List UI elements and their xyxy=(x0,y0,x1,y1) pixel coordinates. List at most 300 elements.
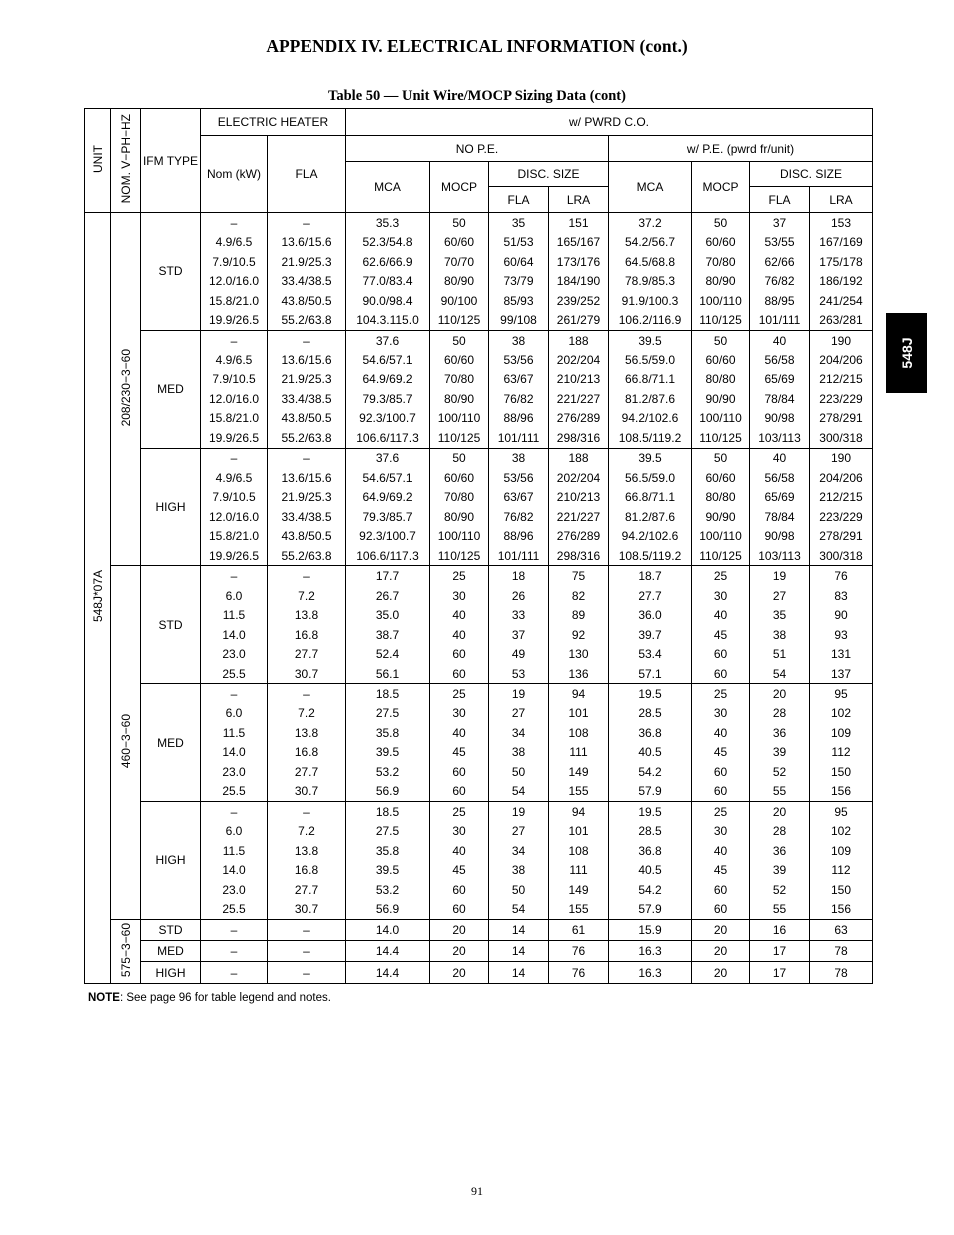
table-row xyxy=(85,232,873,251)
data-cell: 45 xyxy=(692,625,750,644)
data-cell: – xyxy=(201,213,268,233)
data-cell: 53 xyxy=(489,664,549,684)
data-cell: 88/96 xyxy=(489,527,549,546)
data-cell: 26 xyxy=(489,586,549,605)
data-cell: 20 xyxy=(692,962,750,983)
data-cell: 110/125 xyxy=(430,428,489,448)
data-cell: 25.5 xyxy=(201,664,268,684)
data-cell: 110/125 xyxy=(430,546,489,566)
data-cell: 37.2 xyxy=(609,213,692,233)
data-cell: 7.2 xyxy=(268,586,346,605)
data-cell: 88/95 xyxy=(750,291,810,310)
data-cell: 50 xyxy=(692,448,750,468)
table-title: Table 50 — Unit Wire/MOCP Sizing Data (cont) xyxy=(328,88,626,104)
data-cell: 38 xyxy=(489,743,549,762)
data-cell: 100/110 xyxy=(692,291,750,310)
voltage-cell: 460−3−60 xyxy=(111,566,141,919)
data-cell: 63/67 xyxy=(489,370,549,389)
table-row xyxy=(85,704,873,723)
data-cell: 85/93 xyxy=(489,291,549,310)
data-cell: 90 xyxy=(810,605,873,624)
table-row xyxy=(85,291,873,310)
data-cell: 80/90 xyxy=(430,507,489,526)
data-cell: 103/113 xyxy=(750,428,810,448)
data-cell: 35.3 xyxy=(346,213,430,233)
data-cell: – xyxy=(201,802,268,822)
data-cell: 35 xyxy=(750,605,810,624)
data-cell: 108 xyxy=(549,723,609,742)
data-cell: 60 xyxy=(430,664,489,684)
data-cell: 90/100 xyxy=(430,291,489,310)
data-cell: 190 xyxy=(810,330,873,350)
table-row xyxy=(85,743,873,762)
data-cell: – xyxy=(268,941,346,962)
data-cell: 63/67 xyxy=(489,488,549,507)
ifm-type-cell: HIGH xyxy=(141,962,201,983)
data-cell: 4.9/6.5 xyxy=(201,232,268,251)
data-cell: 19.5 xyxy=(609,684,692,704)
section-tab xyxy=(886,313,927,393)
data-cell: 78 xyxy=(810,941,873,962)
data-cell: 19.9/26.5 xyxy=(201,546,268,566)
data-cell: 300/318 xyxy=(810,428,873,448)
data-cell: 56.1 xyxy=(346,664,430,684)
data-cell: 50 xyxy=(430,213,489,233)
data-cell: 39 xyxy=(750,743,810,762)
data-cell: 276/289 xyxy=(549,527,609,546)
data-cell: 60/60 xyxy=(430,350,489,369)
table-row xyxy=(85,941,873,962)
data-cell: 43.8/50.5 xyxy=(268,409,346,428)
data-cell: 60/64 xyxy=(489,252,549,271)
table-row xyxy=(85,822,873,841)
data-cell: 33.4/38.5 xyxy=(268,389,346,408)
data-cell: 50 xyxy=(692,213,750,233)
data-cell: 37.6 xyxy=(346,330,430,350)
data-cell: 19 xyxy=(750,566,810,586)
data-cell: 30 xyxy=(430,822,489,841)
data-cell: 78 xyxy=(810,962,873,983)
data-cell: 60/60 xyxy=(430,232,489,251)
data-cell: 278/291 xyxy=(810,527,873,546)
unit-cell: 548J*07A xyxy=(85,213,111,984)
data-cell: 112 xyxy=(810,743,873,762)
page-number: 91 xyxy=(471,1184,483,1198)
data-cell: 60/60 xyxy=(692,468,750,487)
data-cell: 14 xyxy=(489,962,549,983)
data-cell: 106.6/117.3 xyxy=(346,428,430,448)
data-cell: 16.8 xyxy=(268,743,346,762)
data-cell: 137 xyxy=(810,664,873,684)
data-cell: 101 xyxy=(549,822,609,841)
data-cell: 73/79 xyxy=(489,271,549,290)
header-mca: MCA xyxy=(346,162,430,213)
data-cell: 17 xyxy=(750,962,810,983)
data-cell: 4.9/6.5 xyxy=(201,468,268,487)
data-cell: 25 xyxy=(430,802,489,822)
data-cell: 104.3.115.0 xyxy=(346,310,430,330)
table-row xyxy=(85,644,873,663)
data-cell: 50 xyxy=(692,330,750,350)
data-cell: 76 xyxy=(549,962,609,983)
data-cell: 23.0 xyxy=(201,644,268,663)
note-label: NOTE xyxy=(88,992,120,1004)
ifm-type-cell: HIGH xyxy=(141,802,201,920)
data-cell: 60 xyxy=(692,762,750,781)
data-cell: 56/58 xyxy=(750,350,810,369)
data-cell: 40 xyxy=(430,841,489,860)
data-cell: 55 xyxy=(750,899,810,919)
data-cell: 241/254 xyxy=(810,291,873,310)
ifm-type-cell: HIGH xyxy=(141,448,201,566)
data-cell: 66.8/71.1 xyxy=(609,370,692,389)
data-cell: 21.9/25.3 xyxy=(268,252,346,271)
table-row xyxy=(85,664,873,684)
table-row xyxy=(85,782,873,802)
data-cell: 12.0/16.0 xyxy=(201,507,268,526)
data-cell: 50 xyxy=(489,762,549,781)
data-cell: 21.9/25.3 xyxy=(268,370,346,389)
table-row xyxy=(85,841,873,860)
data-cell: 78/84 xyxy=(750,389,810,408)
table-row xyxy=(85,625,873,644)
data-cell: 27 xyxy=(489,704,549,723)
header-mca-pe: MCA xyxy=(609,162,692,213)
data-cell: 13.6/15.6 xyxy=(268,232,346,251)
data-cell: 37 xyxy=(750,213,810,233)
data-cell: 60 xyxy=(430,782,489,802)
data-cell: 25 xyxy=(430,684,489,704)
data-cell: 40 xyxy=(692,605,750,624)
data-cell: 101/111 xyxy=(489,428,549,448)
data-cell: 90/90 xyxy=(692,389,750,408)
table-note xyxy=(88,992,331,1004)
data-cell: 45 xyxy=(692,860,750,879)
data-cell: 16.3 xyxy=(609,962,692,983)
data-cell: 36 xyxy=(750,841,810,860)
data-cell: 298/316 xyxy=(549,546,609,566)
table-row xyxy=(85,507,873,526)
data-cell: 28 xyxy=(750,822,810,841)
data-cell: – xyxy=(268,448,346,468)
table-row xyxy=(85,330,873,350)
header-disc-lra-pe: LRA xyxy=(810,187,873,213)
data-cell: 76/82 xyxy=(489,389,549,408)
data-cell: 28.5 xyxy=(609,704,692,723)
data-cell: – xyxy=(268,919,346,940)
data-cell: – xyxy=(201,919,268,940)
header-ifm-type: IFM TYPE xyxy=(141,109,201,213)
data-cell: 20 xyxy=(692,919,750,940)
data-cell: 55.2/63.8 xyxy=(268,428,346,448)
data-cell: 90/98 xyxy=(750,409,810,428)
data-cell: – xyxy=(201,330,268,350)
data-cell: 16.8 xyxy=(268,625,346,644)
table-row xyxy=(85,860,873,879)
data-cell: 88/96 xyxy=(489,409,549,428)
data-cell: 16.8 xyxy=(268,860,346,879)
data-cell: 94 xyxy=(549,684,609,704)
data-cell: 57.1 xyxy=(609,664,692,684)
data-cell: 39.5 xyxy=(609,330,692,350)
data-cell: 52 xyxy=(750,762,810,781)
data-cell: 110/125 xyxy=(692,428,750,448)
data-cell: 56/58 xyxy=(750,468,810,487)
data-cell: 20 xyxy=(430,941,489,962)
header-heater-fla: FLA xyxy=(268,136,346,213)
data-cell: 39 xyxy=(750,860,810,879)
data-cell: 57.9 xyxy=(609,782,692,802)
data-cell: 25 xyxy=(692,802,750,822)
data-cell: 75 xyxy=(549,566,609,586)
data-cell: 76/82 xyxy=(750,271,810,290)
data-cell: 40 xyxy=(430,605,489,624)
data-cell: 27.7 xyxy=(268,644,346,663)
data-cell: 210/213 xyxy=(549,370,609,389)
data-cell: 79.3/85.7 xyxy=(346,507,430,526)
data-cell: 64.9/69.2 xyxy=(346,370,430,389)
data-cell: 223/229 xyxy=(810,507,873,526)
data-cell: 80/90 xyxy=(430,389,489,408)
data-cell: 13.6/15.6 xyxy=(268,468,346,487)
data-cell: 7.9/10.5 xyxy=(201,370,268,389)
data-cell: 37.6 xyxy=(346,448,430,468)
data-cell: 62/66 xyxy=(750,252,810,271)
data-cell: 38 xyxy=(489,860,549,879)
data-cell: 60 xyxy=(692,664,750,684)
data-cell: 101/111 xyxy=(750,310,810,330)
ifm-type-cell: MED xyxy=(141,684,201,802)
data-cell: 20 xyxy=(430,962,489,983)
data-cell: 40 xyxy=(430,625,489,644)
data-cell: – xyxy=(201,941,268,962)
data-cell: 188 xyxy=(549,330,609,350)
table-row xyxy=(85,389,873,408)
data-cell: 33.4/38.5 xyxy=(268,271,346,290)
data-cell: 14.0 xyxy=(346,919,430,940)
data-cell: 30 xyxy=(692,704,750,723)
data-cell: 77.0/83.4 xyxy=(346,271,430,290)
data-cell: 36 xyxy=(750,723,810,742)
data-cell: 16 xyxy=(750,919,810,940)
data-cell: 30.7 xyxy=(268,782,346,802)
table-row xyxy=(85,527,873,546)
header-disc-size: DISC. SIZE xyxy=(489,162,609,187)
data-cell: 11.5 xyxy=(201,605,268,624)
data-cell: 65/69 xyxy=(750,488,810,507)
data-cell: 40 xyxy=(750,448,810,468)
header-disc-fla: FLA xyxy=(489,187,549,213)
data-cell: 30 xyxy=(692,586,750,605)
data-cell: 60 xyxy=(692,644,750,663)
data-cell: 13.8 xyxy=(268,841,346,860)
data-cell: 83 xyxy=(810,586,873,605)
data-cell: 13.8 xyxy=(268,723,346,742)
data-cell: 20 xyxy=(430,919,489,940)
data-cell: 13.8 xyxy=(268,605,346,624)
data-cell: 34 xyxy=(489,723,549,742)
data-cell: 55.2/63.8 xyxy=(268,546,346,566)
table-row xyxy=(85,252,873,271)
data-cell: 40 xyxy=(692,841,750,860)
voltage-cell: 575−3−60 xyxy=(111,919,141,983)
data-cell: 89 xyxy=(549,605,609,624)
data-cell: 202/204 xyxy=(549,350,609,369)
data-cell: 52.3/54.8 xyxy=(346,232,430,251)
data-cell: 20 xyxy=(750,802,810,822)
data-cell: 15.9 xyxy=(609,919,692,940)
table-row xyxy=(85,723,873,742)
data-cell: 40 xyxy=(430,723,489,742)
data-cell: 60 xyxy=(692,782,750,802)
data-cell: 51/53 xyxy=(489,232,549,251)
data-cell: 45 xyxy=(692,743,750,762)
data-cell: 80/90 xyxy=(692,271,750,290)
data-cell: 80/80 xyxy=(692,370,750,389)
data-cell: 108 xyxy=(549,841,609,860)
data-cell: 151 xyxy=(549,213,609,233)
data-cell: 39.7 xyxy=(609,625,692,644)
data-cell: – xyxy=(201,448,268,468)
data-cell: 94 xyxy=(549,802,609,822)
data-cell: 95 xyxy=(810,802,873,822)
data-cell: 27 xyxy=(750,586,810,605)
data-cell: 184/190 xyxy=(549,271,609,290)
data-cell: 23.0 xyxy=(201,880,268,899)
data-cell: 39.5 xyxy=(346,860,430,879)
data-cell: 78/84 xyxy=(750,507,810,526)
data-cell: 43.8/50.5 xyxy=(268,291,346,310)
data-cell: 11.5 xyxy=(201,723,268,742)
data-cell: – xyxy=(268,330,346,350)
data-cell: 40 xyxy=(750,330,810,350)
data-cell: 51 xyxy=(750,644,810,663)
data-cell: 82 xyxy=(549,586,609,605)
data-cell: 50 xyxy=(430,448,489,468)
data-cell: 52 xyxy=(750,880,810,899)
data-cell: 14.0 xyxy=(201,860,268,879)
data-cell: 54.6/57.1 xyxy=(346,350,430,369)
data-cell: 64.9/69.2 xyxy=(346,488,430,507)
data-cell: 6.0 xyxy=(201,704,268,723)
data-cell: 7.9/10.5 xyxy=(201,252,268,271)
data-cell: 54.2 xyxy=(609,880,692,899)
table-row xyxy=(85,684,873,704)
data-cell: 33.4/38.5 xyxy=(268,507,346,526)
data-cell: 60 xyxy=(430,644,489,663)
wire-sizing-table xyxy=(84,108,873,984)
header-unit: UNIT xyxy=(85,109,111,213)
data-cell: 60 xyxy=(692,880,750,899)
data-cell: 37 xyxy=(489,625,549,644)
data-cell: 100/110 xyxy=(692,409,750,428)
data-cell: 53.4 xyxy=(609,644,692,663)
data-cell: 92.3/100.7 xyxy=(346,527,430,546)
data-cell: 70/70 xyxy=(430,252,489,271)
data-cell: 111 xyxy=(549,860,609,879)
data-cell: 34 xyxy=(489,841,549,860)
data-cell: 45 xyxy=(430,860,489,879)
data-cell: 60/60 xyxy=(692,350,750,369)
table-row xyxy=(85,488,873,507)
data-cell: 30.7 xyxy=(268,899,346,919)
data-cell: 106.6/117.3 xyxy=(346,546,430,566)
data-cell: 150 xyxy=(810,880,873,899)
data-cell: 66.8/71.1 xyxy=(609,488,692,507)
data-cell: 90/98 xyxy=(750,527,810,546)
header-pwrd-co: w/ PWRD C.O. xyxy=(346,109,873,136)
data-cell: 80/80 xyxy=(692,488,750,507)
note-text: : See page 96 for table legend and notes. xyxy=(119,992,331,1004)
data-cell: 25 xyxy=(692,684,750,704)
data-cell: 131 xyxy=(810,644,873,663)
table-body xyxy=(85,213,873,984)
data-cell: 188 xyxy=(549,448,609,468)
data-cell: 210/213 xyxy=(549,488,609,507)
data-cell: 100/110 xyxy=(430,409,489,428)
ifm-type-cell: MED xyxy=(141,330,201,448)
header-electric-heater: ELECTRIC HEATER xyxy=(201,109,346,136)
data-cell: 165/167 xyxy=(549,232,609,251)
data-cell: 7.2 xyxy=(268,704,346,723)
data-cell: 54 xyxy=(750,664,810,684)
data-cell: 175/178 xyxy=(810,252,873,271)
header-mocp: MOCP xyxy=(430,162,489,213)
data-cell: 27.5 xyxy=(346,704,430,723)
data-cell: 76 xyxy=(549,941,609,962)
data-cell: 18.5 xyxy=(346,684,430,704)
header-nom-voltage: NOM. V−PH−HZ xyxy=(111,109,141,213)
data-cell: – xyxy=(268,962,346,983)
data-cell: 110/125 xyxy=(692,546,750,566)
data-cell: 95 xyxy=(810,684,873,704)
data-cell: 27.5 xyxy=(346,822,430,841)
data-cell: 35 xyxy=(489,213,549,233)
table-row xyxy=(85,962,873,983)
data-cell: 4.9/6.5 xyxy=(201,350,268,369)
data-cell: 62.6/66.9 xyxy=(346,252,430,271)
data-cell: 25.5 xyxy=(201,782,268,802)
table-row xyxy=(85,271,873,290)
data-cell: 90.0/98.4 xyxy=(346,291,430,310)
data-cell: 70/80 xyxy=(430,488,489,507)
data-cell: 150 xyxy=(810,762,873,781)
data-cell: 81.2/87.6 xyxy=(609,507,692,526)
page-title: APPENDIX IV. ELECTRICAL INFORMATION (cont.) xyxy=(266,36,688,56)
data-cell: 70/80 xyxy=(430,370,489,389)
data-cell: 56.9 xyxy=(346,782,430,802)
data-cell: 49 xyxy=(489,644,549,663)
data-cell: 186/192 xyxy=(810,271,873,290)
data-cell: 45 xyxy=(430,743,489,762)
data-cell: 221/227 xyxy=(549,389,609,408)
data-cell: 53.2 xyxy=(346,762,430,781)
table-row xyxy=(85,880,873,899)
data-cell: 27 xyxy=(489,822,549,841)
data-cell: 263/281 xyxy=(810,310,873,330)
data-cell: 78.9/85.3 xyxy=(609,271,692,290)
data-cell: 14.4 xyxy=(346,962,430,983)
data-cell: 13.6/15.6 xyxy=(268,350,346,369)
data-cell: 130 xyxy=(549,644,609,663)
data-cell: 54 xyxy=(489,899,549,919)
data-cell: 14.4 xyxy=(346,941,430,962)
table-row xyxy=(85,350,873,369)
data-cell: 55 xyxy=(750,782,810,802)
voltage-cell: 208/230−3−60 xyxy=(111,213,141,566)
data-cell: 20 xyxy=(692,941,750,962)
data-cell: 109 xyxy=(810,723,873,742)
